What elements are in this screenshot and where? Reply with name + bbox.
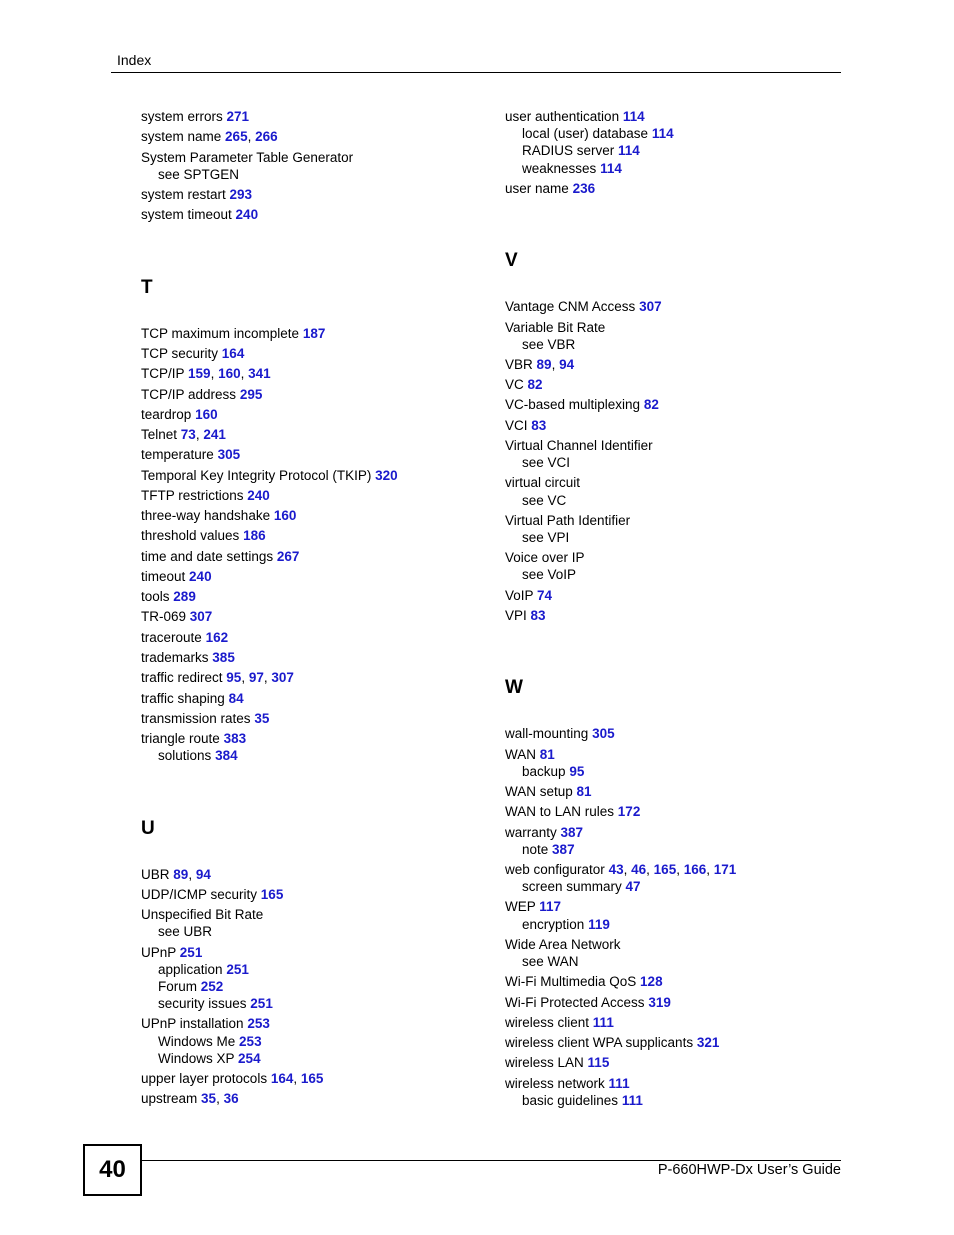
index-entry: [505, 607, 546, 624]
index-term: Temporal Key Integrity Protocol (TKIP): [141, 468, 372, 483]
index-term: WAN: [505, 747, 536, 762]
index-term: see VC: [522, 493, 567, 508]
section-letter-text: V: [505, 250, 518, 271]
index-entry: [141, 206, 258, 223]
index-subentry: [505, 878, 641, 895]
page-reference-link[interactable]: 166: [683, 862, 707, 877]
index-term: VoIP: [505, 588, 534, 603]
page-reference-link[interactable]: 320: [375, 468, 398, 483]
index-term: Unspecified Bit Rate: [141, 907, 264, 922]
index-term: TCP/IP: [141, 366, 185, 381]
index-term: Wide Area Network: [505, 937, 621, 952]
index-term: Telnet: [141, 427, 178, 442]
index-section-letter: [505, 677, 523, 699]
index-term: wireless client WPA supplicants: [505, 1035, 694, 1050]
index-term: web configurator: [505, 862, 605, 877]
index-term: user authentication: [505, 109, 620, 124]
index-term: upstream: [141, 1091, 198, 1106]
page-reference-link[interactable]: 84: [228, 691, 244, 706]
index-subentry: [141, 923, 212, 940]
index-entry: upstream 35, 36: [141, 1091, 239, 1106]
index-term: wireless client: [505, 1015, 590, 1030]
index-term: see VBR: [522, 337, 576, 352]
index-term: user name: [505, 181, 569, 196]
index-term: WAN to LAN rules: [505, 804, 615, 819]
page-reference-link[interactable]: 341: [248, 366, 271, 381]
index-term: system timeout: [141, 207, 232, 222]
page-reference-link[interactable]: 253: [247, 1016, 270, 1031]
index-entry: [141, 608, 212, 625]
page-reference-link[interactable]: 321: [696, 1035, 720, 1050]
page-reference-link[interactable]: 165: [260, 887, 284, 902]
page-reference-link[interactable]: 252: [200, 979, 224, 994]
index-term: TCP security: [141, 346, 219, 361]
page-reference-link[interactable]: 305: [217, 447, 241, 462]
index-entry: [505, 298, 662, 315]
page-reference-link[interactable]: 74: [537, 588, 553, 603]
index-term: Virtual Channel Identifier: [505, 438, 653, 453]
section-letter-text: T: [141, 277, 153, 298]
page-reference-link[interactable]: 164: [221, 346, 245, 361]
page-reference-link[interactable]: 186: [243, 528, 266, 543]
page-reference-link[interactable]: 251: [226, 962, 249, 977]
page-reference-link[interactable]: 271: [226, 109, 250, 124]
index-entry: [141, 446, 240, 463]
page-reference-link[interactable]: 295: [239, 387, 263, 402]
page-reference-link[interactable]: 83: [531, 418, 547, 433]
page-reference-link[interactable]: 94: [195, 867, 211, 882]
page-reference-link[interactable]: 385: [212, 650, 235, 665]
index-entry: [141, 487, 270, 504]
index-entry: [505, 108, 645, 125]
page-reference-link[interactable]: 172: [617, 804, 641, 819]
page-reference-link[interactable]: 111: [592, 1015, 614, 1030]
index-subentry: [505, 953, 579, 970]
index-entry: [141, 944, 202, 961]
index-entry: web configurator 43, 46, 165, 166, 171: [505, 862, 737, 877]
index-term: TFTP restrictions: [141, 488, 244, 503]
index-term: teardrop: [141, 407, 192, 422]
section-letter-text: U: [141, 818, 155, 839]
page-reference-link[interactable]: 265: [225, 129, 248, 144]
page-reference-link[interactable]: 236: [572, 181, 596, 196]
page-reference-link[interactable]: 240: [247, 488, 270, 503]
index-term: tools: [141, 589, 170, 604]
index-term: wireless LAN: [505, 1055, 584, 1070]
index-entry: [141, 548, 299, 565]
page-reference-link[interactable]: 165: [300, 1071, 324, 1086]
page-reference-link[interactable]: 383: [223, 731, 247, 746]
page-reference-link[interactable]: 160: [273, 508, 297, 523]
page-reference-link[interactable]: 111: [608, 1076, 630, 1091]
index-term: Vantage CNM Access: [505, 299, 636, 314]
index-term: local (user) database: [522, 126, 649, 141]
page-reference-link[interactable]: 307: [639, 299, 662, 314]
index-entry: TCP/IP 159, 160, 341: [141, 366, 271, 381]
index-entry: [505, 994, 671, 1011]
index-term: transmission rates: [141, 711, 251, 726]
index-term: System Parameter Table Generator: [141, 150, 354, 165]
page-reference-link[interactable]: 94: [559, 357, 575, 372]
index-term: time and date settings: [141, 549, 274, 564]
page-reference-link[interactable]: 95: [569, 764, 585, 779]
index-subentry: [505, 1092, 643, 1109]
index-entry: [141, 690, 244, 707]
index-term: Forum: [158, 979, 198, 994]
index-term: traceroute: [141, 630, 202, 645]
index-term: VC-based multiplexing: [505, 397, 641, 412]
index-term: see UBR: [158, 924, 213, 939]
index-term: VPI: [505, 608, 527, 623]
index-entry: [141, 649, 235, 666]
index-entry: [141, 629, 228, 646]
index-entry: [505, 898, 561, 915]
page-reference-link[interactable]: 35: [201, 1091, 217, 1106]
index-term: threshold values: [141, 528, 240, 543]
index-term: traffic shaping: [141, 691, 225, 706]
index-term: UDP/ICMP security: [141, 887, 258, 902]
index-entry: [505, 725, 615, 742]
page-number: 40: [83, 1144, 142, 1196]
index-subentry: [505, 142, 640, 159]
index-term: UPnP installation: [141, 1016, 244, 1031]
index-term: temperature: [141, 447, 214, 462]
index-entry: VBR 89, 94: [505, 357, 575, 372]
page-reference-link[interactable]: 251: [250, 996, 273, 1011]
index-term: see VCI: [522, 455, 571, 470]
page-reference-link[interactable]: 187: [302, 326, 326, 341]
index-term: VBR: [505, 357, 533, 372]
index-entry: [141, 386, 262, 403]
page-reference-link[interactable]: 117: [539, 899, 562, 914]
index-entry: [505, 587, 552, 604]
index-section-letter: [141, 277, 153, 299]
index-subentry: [505, 763, 584, 780]
page-reference-link[interactable]: 165: [653, 862, 677, 877]
page-reference-link[interactable]: 114: [622, 109, 645, 124]
index-subentry: [141, 166, 239, 183]
page-reference-link[interactable]: 266: [255, 129, 278, 144]
page-reference-link[interactable]: 83: [530, 608, 546, 623]
index-term: system errors: [141, 109, 223, 124]
index-entry: [141, 507, 296, 524]
index-entry: [505, 803, 640, 820]
page-reference-link[interactable]: 81: [539, 747, 555, 762]
index-term: Variable Bit Rate: [505, 320, 606, 335]
index-term: Voice over IP: [505, 550, 585, 565]
page-reference-link[interactable]: 171: [713, 862, 737, 877]
page-reference-link[interactable]: 307: [271, 670, 294, 685]
page-reference-link[interactable]: 160: [218, 366, 241, 381]
index-subentry: [505, 125, 674, 142]
page-reference-link[interactable]: 36: [223, 1091, 239, 1106]
index-entry: [505, 376, 543, 393]
index-entry: [505, 396, 659, 413]
index-term: TCP/IP address: [141, 387, 237, 402]
page-reference-link[interactable]: 82: [527, 377, 543, 392]
page-reference-link[interactable]: 111: [621, 1093, 643, 1108]
index-term: see VPI: [522, 530, 570, 545]
index-term: virtual circuit: [505, 475, 581, 490]
index-entry: [505, 180, 595, 197]
index-term: UPnP: [141, 945, 177, 960]
index-term: VCI: [505, 418, 528, 433]
index-term: solutions: [158, 748, 212, 763]
index-subentry: [141, 961, 249, 978]
index-term: see VoIP: [522, 567, 577, 582]
index-term: WAN setup: [505, 784, 573, 799]
index-entry: [505, 1054, 609, 1071]
page-reference-link[interactable]: 73: [180, 427, 196, 442]
page-reference-link[interactable]: 114: [618, 143, 640, 158]
index-term: RADIUS server: [522, 143, 615, 158]
index-entry: [141, 406, 218, 423]
page-reference-link[interactable]: 46: [631, 862, 647, 877]
index-subentry: [141, 1050, 261, 1067]
index-entry: system name 265, 266: [141, 129, 278, 144]
index-entry: upper layer protocols 164, 165: [141, 1071, 324, 1086]
index-entry: [505, 549, 585, 566]
index-term: VC: [505, 377, 524, 392]
page-reference-link[interactable]: 159: [188, 366, 211, 381]
index-entry: [505, 437, 653, 454]
page-reference-link[interactable]: 35: [254, 711, 270, 726]
index-subentry: [505, 160, 622, 177]
page-reference-link[interactable]: 164: [270, 1071, 294, 1086]
index-subentry: [141, 995, 273, 1012]
index-term: wireless network: [505, 1076, 605, 1091]
index-entry: [505, 936, 621, 953]
index-term: Wi-Fi Multimedia QoS: [505, 974, 637, 989]
index-term: WEP: [505, 899, 536, 914]
index-term: traffic redirect: [141, 670, 223, 685]
index-entry: [141, 886, 283, 903]
index-entry: Telnet 73, 241: [141, 427, 226, 442]
index-term: TR-069: [141, 609, 187, 624]
index-term: application: [158, 962, 223, 977]
page-reference-link[interactable]: 267: [276, 549, 300, 564]
page-reference-link[interactable]: 119: [588, 917, 610, 932]
page-reference-link[interactable]: 115: [587, 1055, 610, 1070]
index-term: security issues: [158, 996, 247, 1011]
page-reference-link[interactable]: 253: [239, 1034, 262, 1049]
page-reference-link[interactable]: 251: [179, 945, 203, 960]
index-subentry: [505, 336, 575, 353]
index-subentry: [141, 747, 238, 764]
index-subentry: [505, 454, 570, 471]
page-reference-link[interactable]: 160: [195, 407, 218, 422]
index-term: Virtual Path Identifier: [505, 513, 631, 528]
page-reference-link[interactable]: 81: [576, 784, 592, 799]
index-entry: [141, 730, 246, 747]
index-subentry: [141, 1033, 262, 1050]
index-subentry: [505, 566, 576, 583]
index-entry: [141, 588, 196, 605]
running-header-title: Index: [117, 52, 152, 68]
index-subentry: [505, 916, 610, 933]
index-term: upper layer protocols: [141, 1071, 268, 1086]
index-entry: [505, 783, 592, 800]
page-reference-link[interactable]: 240: [235, 207, 259, 222]
index-term: timeout: [141, 569, 186, 584]
page-reference-link[interactable]: 82: [643, 397, 659, 412]
index-entry: [505, 417, 546, 434]
index-entry: [505, 746, 555, 763]
index-term: see SPTGEN: [158, 167, 240, 182]
index-entry: traffic redirect 95, 97, 307: [141, 670, 294, 685]
index-term: Wi-Fi Protected Access: [505, 995, 645, 1010]
index-term: backup: [522, 764, 566, 779]
index-term: encryption: [522, 917, 585, 932]
page-reference-link[interactable]: 89: [173, 867, 189, 882]
index-entry: [141, 467, 398, 484]
index-term: three-way handshake: [141, 508, 271, 523]
index-entry: [505, 474, 580, 491]
index-subentry: [505, 841, 575, 858]
index-subentry: [505, 529, 569, 546]
index-section-letter: [141, 818, 155, 840]
page-reference-link[interactable]: 305: [592, 726, 615, 741]
index-term: Windows Me: [158, 1034, 236, 1049]
page-reference-link[interactable]: 162: [205, 630, 229, 645]
index-term: screen summary: [522, 879, 622, 894]
index-term: trademarks: [141, 650, 209, 665]
page-reference-link[interactable]: 47: [625, 879, 641, 894]
index-entry: [505, 1075, 630, 1092]
page-reference-link[interactable]: 43: [608, 862, 624, 877]
index-term: triangle route: [141, 731, 220, 746]
page-reference-link[interactable]: 387: [560, 825, 584, 840]
index-entry: [505, 1034, 719, 1051]
index-term: system name: [141, 129, 222, 144]
page-reference-link[interactable]: 307: [189, 609, 213, 624]
index-entry: [141, 108, 249, 125]
index-entry: [505, 1014, 614, 1031]
index-term: note: [522, 842, 549, 857]
index-term: see WAN: [522, 954, 579, 969]
page-reference-link[interactable]: 240: [189, 569, 212, 584]
index-term: warranty: [505, 825, 557, 840]
index-entry: [141, 345, 244, 362]
index-term: Windows XP: [158, 1051, 235, 1066]
index-entry: [141, 186, 252, 203]
page-reference-link[interactable]: 241: [203, 427, 226, 442]
index-term: TCP maximum incomplete: [141, 326, 300, 341]
index-entry: [505, 319, 605, 336]
index-entry: [141, 527, 266, 544]
guide-title: P-660HWP-Dx User’s Guide: [657, 1162, 841, 1178]
section-letter-text: W: [505, 677, 523, 698]
page-reference-link[interactable]: 384: [215, 748, 238, 763]
index-term: weaknesses: [522, 161, 597, 176]
index-subentry: [141, 978, 223, 995]
page-reference-link[interactable]: 319: [648, 995, 671, 1010]
page-reference-link[interactable]: 89: [536, 357, 552, 372]
index-entry: [141, 1015, 270, 1032]
header-rule: [111, 72, 841, 73]
index-term: system restart: [141, 187, 226, 202]
index-entry: [141, 906, 263, 923]
page-reference-link[interactable]: 293: [229, 187, 253, 202]
index-entry: [505, 824, 583, 841]
index-entry: UBR 89, 94: [141, 867, 211, 882]
footer-rule: [140, 1160, 841, 1161]
index-term: UBR: [141, 867, 170, 882]
page-reference-link[interactable]: 95: [226, 670, 242, 685]
page-reference-link[interactable]: 254: [238, 1051, 261, 1066]
index-entry: [505, 512, 630, 529]
index-entry: [141, 710, 269, 727]
index-term: basic guidelines: [522, 1093, 619, 1108]
index-entry: [141, 568, 212, 585]
page-reference-link[interactable]: 128: [640, 974, 663, 989]
index-term: wall-mounting: [505, 726, 589, 741]
index-entry: [141, 325, 325, 342]
page-reference-link[interactable]: 97: [248, 670, 264, 685]
page-reference-link[interactable]: 289: [173, 589, 196, 604]
index-entry: [141, 149, 353, 166]
index-entry: [505, 973, 663, 990]
page-reference-link[interactable]: 387: [552, 842, 575, 857]
index-subentry: [505, 492, 566, 509]
page-reference-link[interactable]: 114: [600, 161, 622, 176]
page-reference-link[interactable]: 114: [651, 126, 674, 141]
index-section-letter: [505, 250, 518, 272]
